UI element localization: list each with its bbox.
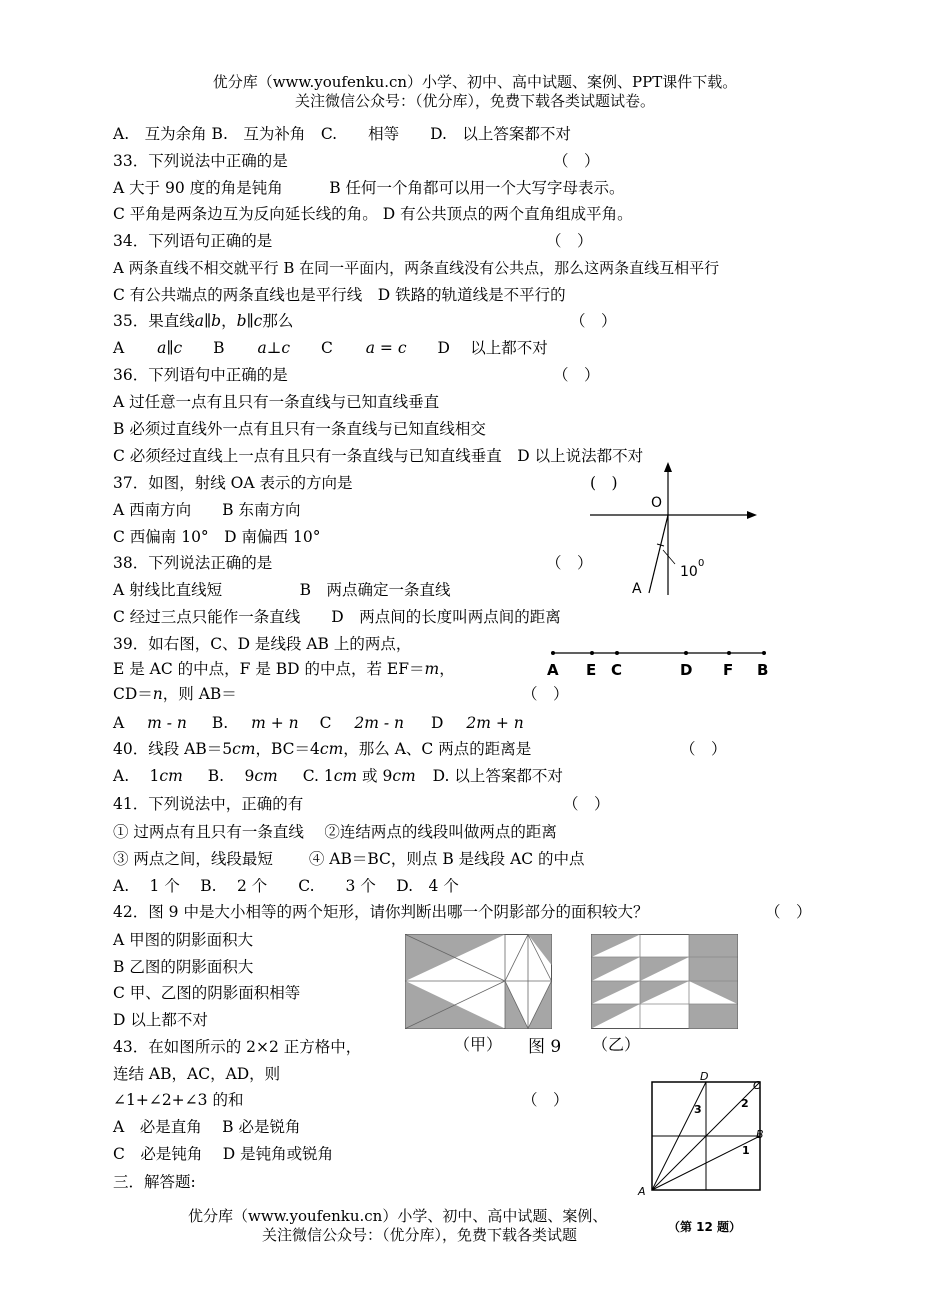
q40-option-c: C. 1 (302, 767, 334, 785)
label-d: D (680, 661, 693, 679)
q39-var-m: m (424, 660, 440, 678)
q35-stem-pre: 35．果直线 (113, 312, 195, 330)
angle-2-label: 2 (741, 1097, 749, 1110)
q33-stem: 33．下列说法中正确的是 (113, 152, 288, 170)
segment-point-b (762, 651, 766, 655)
q34-stem: 34．下列语句正确的是 (113, 232, 273, 250)
q37-direction-figure (585, 460, 765, 600)
page-footer-line2: 关注微信公众号：（优分库），免费下载各类试题 (262, 1226, 578, 1244)
q33-options-ab: A 大于 90 度的角是钝角 B 任何一个角都可以用一个大写字母表示。 (113, 179, 625, 197)
q39-line3-post: ，则 AB＝ (162, 685, 237, 703)
east-arrow-icon (747, 511, 757, 519)
label-e: E (586, 661, 597, 679)
q43-grid-figure (636, 1068, 776, 1198)
q37-options-ab: A 西南方向 B 东南方向 (113, 501, 301, 519)
fig9-jia-rectangle (405, 934, 553, 1030)
q36-paren: （ ） (553, 366, 600, 384)
segment-point-a (551, 651, 555, 655)
q39-stem: 39．如右图，C、D 是线段 AB 上的两点， (113, 635, 412, 653)
q40-part1: 40．线段 AB＝5 (113, 740, 233, 758)
q40-unit-cm-2: cm (319, 740, 344, 758)
q38-options-ab: A 射线比直线短 B 两点确定一条直线 (113, 581, 451, 599)
q40-part3: ，那么 A、C 两点的距离是 (343, 740, 532, 758)
q40-paren: （ ） (680, 740, 727, 758)
q40-part2: ，BC＝4 (255, 740, 320, 758)
point-o-label: O (651, 495, 663, 511)
q43-paren: （ ） (522, 1091, 569, 1109)
q35-stem (113, 311, 293, 331)
q40-options (113, 766, 563, 786)
segment-point-f (727, 651, 731, 655)
q43-stem: 43．在如图所示的 2×2 正方格中， (113, 1038, 362, 1056)
q39-option-c: 2m - n (354, 714, 405, 732)
q40-option-b-unit: cm (254, 767, 278, 785)
q40-option-c-unit: cm (333, 767, 358, 785)
q39-line3-pre: CD＝ (113, 685, 153, 703)
q38-options-cd: C 经过三点只能作一条直线 D 两点间的长度叫两点间的距离 (113, 608, 561, 626)
q34-options-ab: A 两条直线不相交就平行 B 在同一平面内，两条直线没有公共点，那么这两条直线互相平行 (113, 259, 720, 277)
q37-stem: 37．如图，射线 OA 表示的方向是 (113, 474, 353, 492)
section-3-heading: 三．解答题: (113, 1173, 196, 1191)
segment-point-d (684, 651, 688, 655)
q39-option-c-letter: C (319, 714, 332, 732)
segment-point-e (590, 651, 594, 655)
angle-label-leader (663, 550, 675, 564)
q33-paren: （ ） (553, 152, 600, 170)
label-f: F (723, 661, 734, 679)
q39-stem-line3 (113, 684, 237, 704)
q39-var-n: n (152, 685, 163, 703)
q42-stem: 42．图 9 中是大小相等的两个矩形，请你判断出哪一个阴影部分的面积较大？ (113, 903, 649, 921)
q38-stem: 38．下列说法正确的是 (113, 554, 273, 572)
angle-label: 10 (680, 564, 698, 580)
q36-option-cd: C 必须经过直线上一点有且只有一条直线与已知直线垂直 D 以上说法都不对 (113, 447, 644, 465)
q41-statements-12: ① 过两点有且只有一条直线 ②连结两点的线段叫做两点的距离 (113, 823, 557, 841)
page-header-line2: 关注微信公众号：（优分库），免费下载各类试题试卷。 (294, 92, 655, 110)
fig9-label-jia: （甲） (454, 1035, 503, 1054)
q35-math-bc: b∥c (236, 312, 263, 330)
q39-option-d: 2m + n (466, 714, 524, 732)
q34-options-cd: C 有公共端点的两条直线也是平行线 D 铁路的轨道线是不平行的 (113, 286, 566, 304)
page-footer-line1: 优分库（www.youfenku.cn）小学、初中、高中试题、案例、 (188, 1207, 608, 1225)
q41-options: A. 1 个 B. 2 个 C. 3 个 D. 4 个 (113, 877, 459, 895)
q42-paren: （ ） (765, 903, 812, 921)
q39-option-a: m - n (147, 714, 187, 732)
q40-option-c-unit-2: cm (392, 767, 416, 785)
angle-3-label: 3 (694, 1103, 702, 1116)
q35-option-b-letter: B (213, 339, 225, 357)
q39-segment-figure (540, 640, 780, 680)
grid-label-d: D (700, 1070, 709, 1083)
fig9-yi-rectangle (591, 934, 739, 1030)
angle-degree-mark: 0 (698, 558, 705, 569)
q33-options-cd: C 平角是两条边互为反向延长线的角。 D 有公共顶点的两个直角组成平角。 (113, 205, 633, 223)
page-header-line1: 优分库（www.youfenku.cn）小学、初中、高中试题、案例、PPT课件下载。 (212, 73, 738, 91)
q39-option-b: m + n (251, 714, 299, 732)
q35-option-d: D 以上都不对 (437, 339, 548, 357)
q40-option-a-unit: cm (159, 767, 183, 785)
q40-option-b: B. 9 (207, 767, 255, 785)
q35-option-b: a⊥c (257, 339, 290, 357)
q43-options-cd: C 必是钝角 D 是钝角或锐角 (113, 1145, 334, 1163)
label-b: B (757, 661, 769, 679)
grid-label-b: B (756, 1128, 764, 1141)
grid-label-a: A (638, 1185, 646, 1198)
q41-paren: （ ） (563, 795, 610, 813)
q36-option-b: B 必须过直线外一点有且只有一条直线与已知直线相交 (113, 420, 486, 438)
label-a: A (547, 661, 559, 679)
q42-option-a: A 甲图的阴影面积大 (113, 931, 254, 949)
q39-options (113, 713, 524, 733)
q40-stem (113, 739, 531, 759)
q37-options-cd: C 西偏南 10° D 南偏西 10° (113, 528, 321, 546)
q39-option-b-letter: B. (211, 714, 229, 732)
q39-stem-line2 (113, 659, 455, 679)
q40-option-a: A. 1 (113, 767, 160, 785)
angle-1-label: 1 (742, 1144, 750, 1157)
q40-option-c-or: 或 9 (357, 767, 393, 785)
q35-stem-post: 那么 (262, 312, 294, 330)
q32-options: A. 互为余角 B. 互为补角 C. 相等 D. 以上答案都不对 (113, 125, 571, 143)
q40-unit-cm: cm (232, 740, 256, 758)
q38-paren: （ ） (546, 554, 593, 572)
q43-stem-line3: ∠1+∠2+∠3 的和 (113, 1091, 244, 1109)
north-arrow-icon (664, 462, 672, 472)
fig-12-caption: （第 12 题） (668, 1220, 742, 1234)
q35-option-a: a∥c (157, 339, 183, 357)
q37-paren: ( ) (590, 474, 618, 492)
q35-option-a-letter: A (113, 339, 125, 357)
q40-option-d: D. 以上答案都不对 (432, 767, 563, 785)
q35-option-c: a = c (365, 339, 407, 357)
q43-options-ab: A 必是直角 B 必是锐角 (113, 1118, 301, 1136)
segment-point-c (615, 651, 619, 655)
q34-paren: （ ） (546, 232, 593, 250)
q39-option-d-letter: D (430, 714, 444, 732)
q41-stem: 41．下列说法中，正确的有 (113, 795, 304, 813)
fig9-title: 图 9 (528, 1037, 562, 1057)
q42-option-b: B 乙图的阴影面积大 (113, 958, 254, 976)
q35-sep: ， (221, 312, 237, 330)
q35-paren: （ ） (570, 312, 617, 330)
q39-paren: （ ） (522, 685, 569, 703)
ray-oa (649, 515, 668, 593)
q36-option-a: A 过任意一点有且只有一条直线与已知直线垂直 (113, 393, 440, 411)
label-c: C (611, 661, 623, 679)
q35-option-c-letter: C (320, 339, 333, 357)
q42-option-d: D 以上都不对 (113, 1011, 208, 1029)
q42-option-c: C 甲、乙图的阴影面积相等 (113, 984, 301, 1002)
q39-option-a-letter: A (113, 714, 125, 732)
q35-math-ab: a∥b (194, 312, 222, 330)
q35-options (113, 338, 548, 358)
q43-stem-line2: 连结 AB，AC，AD，则 (113, 1065, 281, 1083)
fig9-label-yi: （乙） (592, 1035, 641, 1054)
q39-line2-pre: E 是 AC 的中点，F 是 BD 的中点，若 EF＝ (113, 660, 425, 678)
q36-stem: 36．下列语句中正确的是 (113, 366, 288, 384)
point-a-label: A (632, 581, 642, 597)
q41-statements-34: ③ 两点之间，线段最短 ④ AB＝BC，则点 B 是线段 AC 的中点 (113, 850, 585, 868)
grid-label-c: C (753, 1079, 761, 1092)
q39-line2-post: ， (439, 660, 455, 678)
